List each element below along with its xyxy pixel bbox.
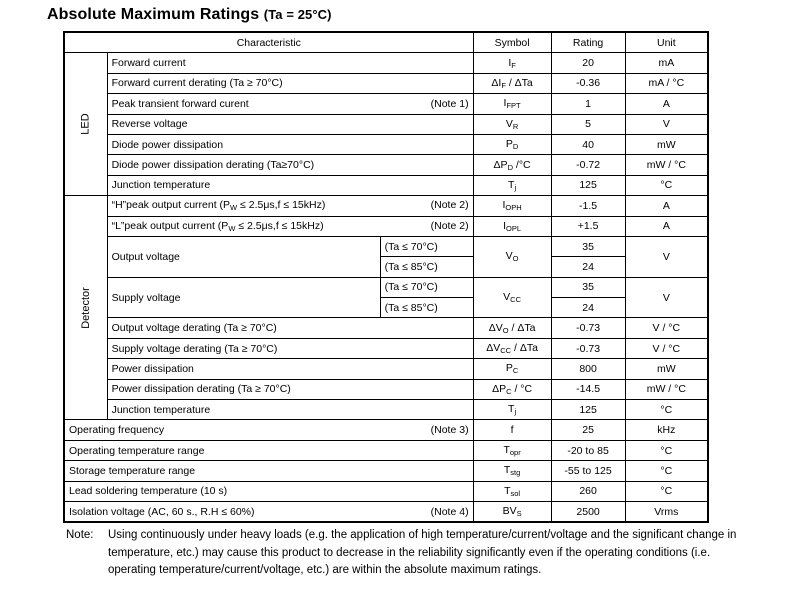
characteristic-cell: [107, 400, 473, 420]
unit-cell: V: [625, 277, 708, 318]
note-ref: (Note 2): [430, 219, 469, 232]
characteristic-wrap: [112, 98, 469, 110]
symbol-sub: O: [512, 254, 519, 264]
symbol-main: T: [503, 464, 511, 477]
characteristic-label: [112, 159, 315, 171]
table-row: [64, 196, 708, 216]
symbol-main: ΔP: [493, 158, 508, 171]
table-row: [64, 216, 708, 236]
characteristic-wrap: [69, 465, 469, 477]
rating-cell: 35: [551, 236, 625, 256]
characteristic-wrap: [69, 485, 469, 497]
table-row: [64, 481, 708, 501]
symbol-cell: [473, 338, 551, 358]
characteristic-cell: [107, 359, 473, 379]
rating-cell: 40: [551, 134, 625, 154]
detector-group: [64, 196, 107, 420]
symbol-main: V: [505, 117, 513, 130]
characteristic-text: Supply voltage derating (Ta ≥ 70°C): [111, 342, 278, 355]
table-row: [64, 420, 708, 440]
characteristic-label: [69, 424, 164, 436]
characteristic-wrap: [112, 139, 469, 151]
characteristic-cell: [64, 461, 473, 481]
symbol-sub: D: [512, 142, 519, 152]
table-row: [64, 501, 708, 522]
characteristic-wrap: [112, 343, 469, 355]
unit-cell: mW / °C: [625, 379, 708, 399]
note-ref: (Note 1): [430, 97, 469, 110]
unit-cell: mW / °C: [625, 155, 708, 175]
symbol-main: f: [510, 424, 514, 437]
symbol-cell: [473, 481, 551, 501]
table-row: [64, 236, 708, 256]
table-row: [64, 400, 708, 420]
symbol-main: V: [503, 291, 511, 304]
characteristic-wrap: [112, 57, 469, 69]
characteristic-label: [69, 445, 204, 457]
rating-cell: -0.72: [551, 155, 625, 175]
symbol-cell: [473, 216, 551, 236]
unit-cell: Vrms: [625, 501, 708, 522]
characteristic-cell: [107, 175, 473, 195]
symbol-main: T: [503, 444, 510, 456]
unit-cell: A: [625, 94, 708, 114]
symbol-cell: [473, 175, 551, 195]
characteristic-label: [112, 404, 211, 416]
characteristic-text: Diode power dissipation derating (Ta≥70°C): [111, 159, 315, 172]
header-rating: Rating: [551, 32, 625, 53]
symbol-sub: CC: [510, 295, 521, 305]
characteristic-cell: [107, 94, 473, 114]
characteristic-cell: [64, 420, 473, 440]
symbol-cell: [473, 114, 551, 134]
characteristic-label: [112, 179, 211, 191]
symbol-sub: opr: [509, 448, 521, 457]
characteristic-cell: [107, 196, 473, 216]
table-row: [64, 440, 708, 460]
characteristic-wrap: [69, 424, 469, 436]
characteristic-label: [69, 465, 195, 477]
characteristic-text: Junction temperature: [111, 403, 211, 416]
symbol-main: T: [504, 484, 511, 497]
led-group-label: LED: [79, 113, 92, 135]
header-symbol: Symbol: [473, 32, 551, 53]
characteristic-wrap: [112, 383, 469, 395]
characteristic-cell: Output voltage: [107, 236, 380, 277]
table-row: [64, 114, 708, 134]
characteristic-label: [112, 98, 249, 110]
table-row: [64, 134, 708, 154]
title-main: Absolute Maximum Ratings: [47, 6, 260, 23]
unit-cell: °C: [625, 461, 708, 481]
characteristic-wrap: [69, 445, 469, 457]
unit-cell: kHz: [625, 420, 708, 440]
symbol-sub: C: [506, 386, 512, 396]
symbol-cell: [473, 501, 551, 522]
rating-cell: 25: [551, 420, 625, 440]
table-row: [64, 338, 708, 358]
symbol-cell: [473, 277, 551, 318]
rating-cell: -0.73: [551, 338, 625, 358]
characteristic-text: Isolation voltage (AC, 60 s., R.H ≤ 60%): [69, 505, 255, 518]
characteristic-text: Operating frequency: [69, 424, 165, 437]
characteristic-text: Power dissipation derating (Ta ≥ 70°C): [111, 383, 291, 396]
symbol-cell: [473, 155, 551, 175]
characteristic-label: [112, 220, 324, 233]
characteristic-tail: ≤ 2.5μs,f ≤ 15kHz): [237, 199, 326, 212]
table-row: [64, 94, 708, 114]
characteristic-sub: W: [230, 203, 238, 213]
symbol-sub: CC: [500, 346, 512, 356]
footnote-text: Using continuously under heavy loads (e.g. the application of high temperature/current/voltage and the significant change in temperature, etc.) may cause this product to decrease in the reliability significantly even if the operating conditions (i.e. operating temperature/current/voltage, etc.) are within the absolute maximum ratings.: [108, 529, 737, 576]
rating-cell: +1.5: [551, 216, 625, 236]
unit-cell: V: [625, 236, 708, 277]
symbol-sub: OPL: [506, 223, 522, 233]
unit-cell: mA: [625, 53, 708, 73]
symbol-tail: / ΔTa: [508, 321, 536, 334]
characteristic-text: “L”peak output current (P: [111, 219, 229, 232]
rating-cell: 800: [551, 359, 625, 379]
table-row: [64, 359, 708, 379]
characteristic-cell: [107, 73, 473, 93]
symbol-main: T: [508, 178, 515, 191]
characteristic-text: Junction temperature: [111, 179, 211, 192]
symbol-main: P: [505, 138, 513, 151]
characteristic-text: “H”peak output current (P: [111, 199, 231, 212]
characteristic-label: [112, 118, 188, 130]
symbol-cell: [473, 53, 551, 73]
header-characteristic: Characteristic: [64, 32, 473, 53]
symbol-sub: R: [512, 121, 519, 131]
characteristic-cell: [107, 216, 473, 236]
condition-cell: (Ta ≤ 85°C): [380, 257, 473, 277]
characteristic-text: Output voltage derating (Ta ≥ 70°C): [111, 322, 277, 335]
unit-cell: A: [625, 196, 708, 216]
symbol-sub: F: [511, 60, 516, 70]
characteristic-wrap: [112, 322, 469, 334]
condition-cell: (Ta ≤ 85°C): [380, 298, 473, 318]
characteristic-text: Lead soldering temperature (10 s): [69, 485, 228, 498]
symbol-sub: j: [514, 407, 517, 417]
led-group: [64, 53, 107, 196]
condition-cell: (Ta ≤ 70°C): [380, 236, 473, 256]
unit-cell: mW: [625, 134, 708, 154]
table-row: [64, 155, 708, 175]
characteristic-text: Forward current derating (Ta ≥ 70°C): [111, 77, 283, 90]
characteristic-wrap: [69, 506, 469, 518]
symbol-sub: D: [507, 162, 513, 172]
characteristic-label: [69, 485, 227, 497]
symbol-tail: / ΔTa: [511, 342, 538, 355]
symbol-sub: FPT: [506, 101, 521, 111]
characteristic-text: Reverse voltage: [111, 118, 188, 131]
table-header-row: [64, 32, 708, 53]
rating-cell: -0.36: [551, 73, 625, 93]
detector-group-label: Detector: [79, 286, 92, 329]
unit-cell: °C: [625, 175, 708, 195]
unit-cell: A: [625, 216, 708, 236]
characteristic-label: [112, 322, 277, 334]
symbol-cell: [473, 461, 551, 481]
characteristic-label: [112, 383, 291, 395]
rating-cell: 125: [551, 400, 625, 420]
symbol-sub: F: [501, 80, 506, 90]
symbol-sub: C: [512, 366, 519, 376]
characteristic-cell: [107, 155, 473, 175]
symbol-main: ΔP: [492, 382, 507, 395]
rating-cell: -0.73: [551, 318, 625, 338]
rating-cell: 20: [551, 53, 625, 73]
symbol-sub: S: [516, 509, 522, 519]
characteristic-label: [112, 77, 283, 89]
characteristic-text: Forward current: [111, 57, 186, 70]
characteristic-wrap: [112, 220, 469, 233]
symbol-main: BV: [502, 505, 517, 518]
symbol-cell: [473, 73, 551, 93]
symbol-cell: [473, 196, 551, 216]
characteristic-label: [112, 57, 186, 69]
symbol-cell: [473, 134, 551, 154]
characteristic-cell: [64, 481, 473, 501]
table-row: [64, 277, 708, 297]
symbol-sub: stg: [510, 468, 521, 478]
characteristic-cell: [107, 379, 473, 399]
unit-cell: mA / °C: [625, 73, 708, 93]
symbol-cell: [473, 379, 551, 399]
rating-cell: 2500: [551, 501, 625, 522]
characteristic-label: [112, 363, 194, 375]
characteristic-label: [69, 506, 255, 518]
characteristic-wrap: [112, 199, 469, 212]
table-row: [64, 175, 708, 195]
symbol-main: I: [503, 219, 507, 232]
characteristic-wrap: [112, 77, 469, 89]
characteristic-wrap: [112, 179, 469, 191]
unit-cell: mW: [625, 359, 708, 379]
symbol-cell: [473, 359, 551, 379]
footnote: [66, 527, 756, 580]
characteristic-cell: [64, 440, 473, 460]
symbol-cell: [473, 94, 551, 114]
characteristic-label: [112, 139, 223, 151]
table-row: [64, 53, 708, 73]
symbol-cell: [473, 400, 551, 420]
header-unit: Unit: [625, 32, 708, 53]
symbol-tail: / ΔTa: [505, 76, 533, 89]
symbol-main: ΔV: [488, 321, 503, 334]
characteristic-tail: ≤ 2.5μs,f ≤ 15kHz): [235, 219, 324, 232]
characteristic-cell: [107, 53, 473, 73]
rating-cell: 1: [551, 94, 625, 114]
note-ref: (Note 4): [430, 505, 469, 518]
symbol-cell: [473, 440, 551, 460]
rating-cell: 35: [551, 277, 625, 297]
unit-cell: V / °C: [625, 318, 708, 338]
symbol-tail: / °C: [511, 382, 533, 395]
table-body: [64, 53, 708, 522]
characteristic-text: Operating temperature range: [69, 444, 205, 457]
symbol-main: P: [505, 362, 513, 375]
characteristic-text: Diode power dissipation: [111, 138, 224, 151]
characteristic-wrap: [112, 404, 469, 416]
footnote-label: Note:: [66, 529, 94, 541]
characteristic-cell: [107, 114, 473, 134]
rating-cell: 125: [551, 175, 625, 195]
symbol-sub: j: [514, 182, 517, 192]
table-row: [64, 379, 708, 399]
page-title: [47, 6, 332, 24]
rating-cell: 24: [551, 257, 625, 277]
note-ref: (Note 3): [430, 424, 469, 437]
rating-cell: -14.5: [551, 379, 625, 399]
rating-cell: 5: [551, 114, 625, 134]
characteristic-sub: W: [228, 223, 236, 233]
symbol-sub: OPH: [505, 203, 522, 213]
rating-cell: 24: [551, 298, 625, 318]
condition-cell: (Ta ≤ 70°C): [380, 277, 473, 297]
ratings-table: [63, 31, 709, 523]
table-row: [64, 73, 708, 93]
symbol-tail: /°C: [512, 158, 531, 171]
symbol-main: I: [503, 97, 507, 110]
note-ref: (Note 2): [430, 199, 469, 212]
characteristic-cell: Supply voltage: [107, 277, 380, 318]
symbol-main: ΔV: [486, 342, 501, 355]
characteristic-cell: [107, 338, 473, 358]
unit-cell: V: [625, 114, 708, 134]
symbol-main: I: [502, 199, 506, 212]
characteristic-label: [112, 343, 278, 355]
symbol-cell: [473, 420, 551, 440]
characteristic-wrap: [112, 118, 469, 130]
rating-cell: 260: [551, 481, 625, 501]
characteristic-cell: [107, 134, 473, 154]
characteristic-wrap: [112, 363, 469, 375]
title-condition: (Ta = 25°C): [263, 7, 332, 22]
symbol-cell: [473, 236, 551, 277]
table-row: [64, 318, 708, 338]
characteristic-label: [112, 199, 326, 212]
characteristic-cell: [107, 318, 473, 338]
characteristic-wrap: [112, 159, 469, 171]
symbol-main: ΔI: [491, 76, 502, 89]
symbol-main: V: [505, 250, 513, 263]
characteristic-text: Power dissipation: [111, 362, 194, 375]
symbol-main: T: [508, 403, 515, 416]
unit-cell: V / °C: [625, 338, 708, 358]
symbol-sub: sol: [510, 488, 521, 498]
rating-cell: -55 to 125: [551, 461, 625, 481]
rating-cell: -20 to 85: [551, 440, 625, 460]
unit-cell: °C: [625, 481, 708, 501]
table-row: [64, 461, 708, 481]
symbol-cell: [473, 318, 551, 338]
characteristic-text: Storage temperature range: [69, 464, 196, 477]
symbol-sub: O: [502, 325, 509, 335]
characteristic-text: Peak transient forward curent: [111, 97, 249, 110]
unit-cell: °C: [625, 400, 708, 420]
characteristic-cell: [64, 501, 473, 522]
unit-cell: °C: [625, 440, 708, 460]
rating-cell: -1.5: [551, 196, 625, 216]
symbol-main: I: [508, 56, 512, 69]
